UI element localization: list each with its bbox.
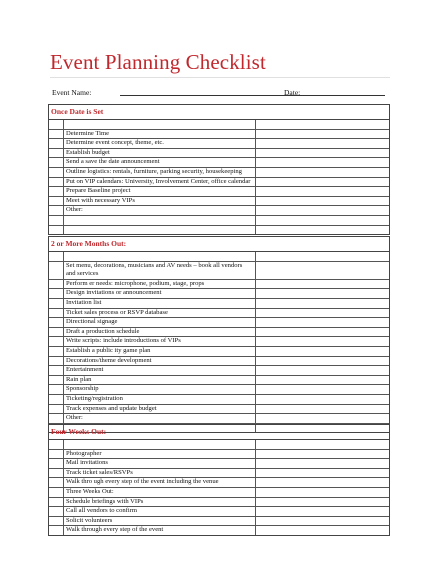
checklist-row: [49, 261, 389, 279]
notes-cell[interactable]: [256, 252, 390, 261]
task-cell: Put on VIP calendars: University, Involvement Center, office calendar: [64, 177, 256, 187]
checklist-row: [49, 252, 389, 261]
check-cell[interactable]: [49, 449, 64, 459]
notes-cell[interactable]: [256, 440, 390, 449]
check-cell[interactable]: [49, 167, 64, 177]
checklist-row: [49, 346, 389, 356]
check-cell[interactable]: [49, 346, 64, 356]
check-cell[interactable]: [49, 375, 64, 385]
notes-cell[interactable]: [256, 414, 390, 424]
notes-cell[interactable]: [256, 196, 390, 206]
check-cell[interactable]: [49, 337, 64, 347]
notes-cell[interactable]: [256, 375, 390, 385]
check-cell[interactable]: [49, 440, 64, 449]
notes-cell[interactable]: [256, 459, 390, 469]
checklist-row: [49, 459, 389, 469]
checklist-row: [49, 206, 389, 216]
check-cell[interactable]: [49, 158, 64, 168]
check-cell[interactable]: [49, 206, 64, 216]
check-cell[interactable]: [49, 459, 64, 469]
task-cell: Write scripts: include introductions of VIPs: [64, 337, 256, 347]
task-cell: Draft a production schedule: [64, 327, 256, 337]
section-once-date-set: [48, 104, 390, 235]
event-info-row: [52, 88, 392, 102]
checklist-row: [49, 289, 389, 299]
task-cell: Walk thro ugh every step of the event including the venue: [64, 478, 256, 488]
checklist-row: [49, 356, 389, 366]
notes-cell[interactable]: [256, 478, 390, 488]
task-cell: Determine event concept, theme, etc.: [64, 139, 256, 149]
task-cell: Establish a public ity game plan: [64, 346, 256, 356]
task-cell: Solicit volunteers: [64, 516, 256, 526]
event-name-field[interactable]: [120, 95, 310, 96]
notes-cell[interactable]: [256, 167, 390, 177]
checklist-row: [49, 478, 389, 488]
check-cell[interactable]: [49, 148, 64, 158]
check-cell[interactable]: [49, 215, 64, 225]
notes-cell[interactable]: [256, 385, 390, 395]
notes-cell[interactable]: [256, 516, 390, 526]
section-heading: Four Weeks Out:: [49, 425, 389, 440]
checklist-row: [49, 120, 389, 129]
checklist-row: [49, 139, 389, 149]
checklist-table: [49, 440, 389, 535]
title-divider: [50, 77, 390, 78]
notes-cell[interactable]: [256, 139, 390, 149]
task-cell: Set menu, decorations, musicians and AV needs – book all vendors and services: [64, 261, 256, 279]
notes-cell[interactable]: [256, 308, 390, 318]
task-cell: [64, 225, 256, 234]
task-cell: Prepare Baseline project: [64, 187, 256, 197]
check-cell[interactable]: [49, 289, 64, 299]
check-cell[interactable]: [49, 177, 64, 187]
checklist-row: [49, 497, 389, 507]
section-heading: 2 or More Months Out:: [49, 237, 389, 252]
notes-cell[interactable]: [256, 394, 390, 404]
task-cell: [64, 252, 256, 261]
checklist-row: [49, 366, 389, 376]
notes-cell[interactable]: [256, 327, 390, 337]
section-four-weeks-out: [48, 424, 390, 536]
notes-cell[interactable]: [256, 225, 390, 234]
checklist-row: [49, 177, 389, 187]
section-heading: Once Date is Set: [49, 105, 389, 120]
task-cell: Perform er needs: microphone, podium, stage, props: [64, 279, 256, 289]
check-cell[interactable]: [49, 225, 64, 234]
checklist-row: [49, 215, 389, 225]
task-cell: Ticketing/registration: [64, 394, 256, 404]
check-cell[interactable]: [49, 139, 64, 149]
notes-cell[interactable]: [256, 526, 390, 535]
check-cell[interactable]: [49, 261, 64, 279]
checklist-row: [49, 129, 389, 139]
task-cell: Rain plan: [64, 375, 256, 385]
notes-cell[interactable]: [256, 356, 390, 366]
checklist-table: [49, 252, 389, 432]
check-cell[interactable]: [49, 298, 64, 308]
checklist-row: [49, 468, 389, 478]
notes-cell[interactable]: [256, 468, 390, 478]
checklist-row: [49, 196, 389, 206]
notes-cell[interactable]: [256, 261, 390, 279]
task-cell: Design invitations or announcement: [64, 289, 256, 299]
checklist-row: [49, 327, 389, 337]
notes-cell[interactable]: [256, 120, 390, 129]
check-cell[interactable]: [49, 507, 64, 517]
checklist-row: [49, 158, 389, 168]
check-cell[interactable]: [49, 414, 64, 424]
checklist-row: [49, 318, 389, 328]
task-cell: Ticket sales process or RSVP database: [64, 308, 256, 318]
notes-cell[interactable]: [256, 177, 390, 187]
check-cell[interactable]: [49, 394, 64, 404]
task-cell: Sponsorship: [64, 385, 256, 395]
notes-cell[interactable]: [256, 404, 390, 414]
check-cell[interactable]: [49, 468, 64, 478]
page-title: Event Planning Checklist: [50, 50, 266, 74]
notes-cell[interactable]: [256, 289, 390, 299]
notes-cell[interactable]: [256, 279, 390, 289]
date-label: Date:: [284, 88, 301, 97]
check-cell[interactable]: [49, 478, 64, 488]
checklist-row: [49, 507, 389, 517]
event-name-label: Event Name:: [52, 88, 92, 97]
task-cell: [64, 215, 256, 225]
checklist-row: [49, 225, 389, 234]
task-cell: Schedule briefings with VIPs: [64, 497, 256, 507]
check-cell[interactable]: [49, 385, 64, 395]
checklist-row: [49, 487, 389, 497]
notes-cell[interactable]: [256, 206, 390, 216]
checklist-row: [49, 414, 389, 424]
notes-cell[interactable]: [256, 507, 390, 517]
task-cell: Decorations/theme development: [64, 356, 256, 366]
notes-cell[interactable]: [256, 318, 390, 328]
checklist-row: [49, 279, 389, 289]
check-cell[interactable]: [49, 327, 64, 337]
checklist-row: [49, 375, 389, 385]
check-cell[interactable]: [49, 129, 64, 139]
task-cell: Entertainment: [64, 366, 256, 376]
notes-cell[interactable]: [256, 497, 390, 507]
check-cell[interactable]: [49, 187, 64, 197]
check-cell[interactable]: [49, 366, 64, 376]
check-cell[interactable]: [49, 356, 64, 366]
checklist-row: [49, 148, 389, 158]
task-cell: Other:: [64, 414, 256, 424]
task-cell: [64, 120, 256, 129]
check-cell[interactable]: [49, 404, 64, 414]
notes-cell[interactable]: [256, 187, 390, 197]
check-cell[interactable]: [49, 196, 64, 206]
section-two-months-out: [48, 236, 390, 433]
task-cell: Call all vendors to confirm: [64, 507, 256, 517]
check-cell[interactable]: [49, 487, 64, 497]
notes-cell[interactable]: [256, 449, 390, 459]
checklist-row: [49, 449, 389, 459]
task-cell: Track ticket sales/RSVPs: [64, 468, 256, 478]
checklist-row: [49, 516, 389, 526]
checklist-row: [49, 298, 389, 308]
task-cell: Three Weeks Out:: [64, 487, 256, 497]
task-cell: Determine Time: [64, 129, 256, 139]
notes-cell[interactable]: [256, 158, 390, 168]
task-cell: Establish budget: [64, 148, 256, 158]
checklist-row: [49, 385, 389, 395]
task-cell: Meet with necessary VIPs: [64, 196, 256, 206]
task-cell: Send a save the date announcement: [64, 158, 256, 168]
notes-cell[interactable]: [256, 298, 390, 308]
checklist-row: [49, 526, 389, 535]
check-cell[interactable]: [49, 526, 64, 535]
checklist-row: [49, 440, 389, 449]
notes-cell[interactable]: [256, 148, 390, 158]
date-field[interactable]: [305, 95, 385, 96]
notes-cell[interactable]: [256, 337, 390, 347]
task-cell: [64, 440, 256, 449]
checklist-row: [49, 337, 389, 347]
check-cell[interactable]: [49, 252, 64, 261]
check-cell[interactable]: [49, 497, 64, 507]
check-cell[interactable]: [49, 516, 64, 526]
task-cell: Invitation list: [64, 298, 256, 308]
task-cell: Track expenses and update budget: [64, 404, 256, 414]
checklist-row: [49, 404, 389, 414]
check-cell[interactable]: [49, 308, 64, 318]
task-cell: Photographer: [64, 449, 256, 459]
checklist-row: [49, 187, 389, 197]
notes-cell[interactable]: [256, 366, 390, 376]
checklist-row: [49, 394, 389, 404]
check-cell[interactable]: [49, 318, 64, 328]
task-cell: Directional signage: [64, 318, 256, 328]
notes-cell[interactable]: [256, 215, 390, 225]
task-cell: Walk through every step of the event: [64, 526, 256, 535]
checklist-row: [49, 167, 389, 177]
notes-cell[interactable]: [256, 487, 390, 497]
checklist-row: [49, 308, 389, 318]
check-cell[interactable]: [49, 279, 64, 289]
check-cell[interactable]: [49, 120, 64, 129]
notes-cell[interactable]: [256, 129, 390, 139]
task-cell: Other:: [64, 206, 256, 216]
notes-cell[interactable]: [256, 346, 390, 356]
checklist-table: [49, 120, 389, 234]
task-cell: Outline logistics: rentals, furniture, parking security, housekeeping: [64, 167, 256, 177]
task-cell: Mail invitations: [64, 459, 256, 469]
